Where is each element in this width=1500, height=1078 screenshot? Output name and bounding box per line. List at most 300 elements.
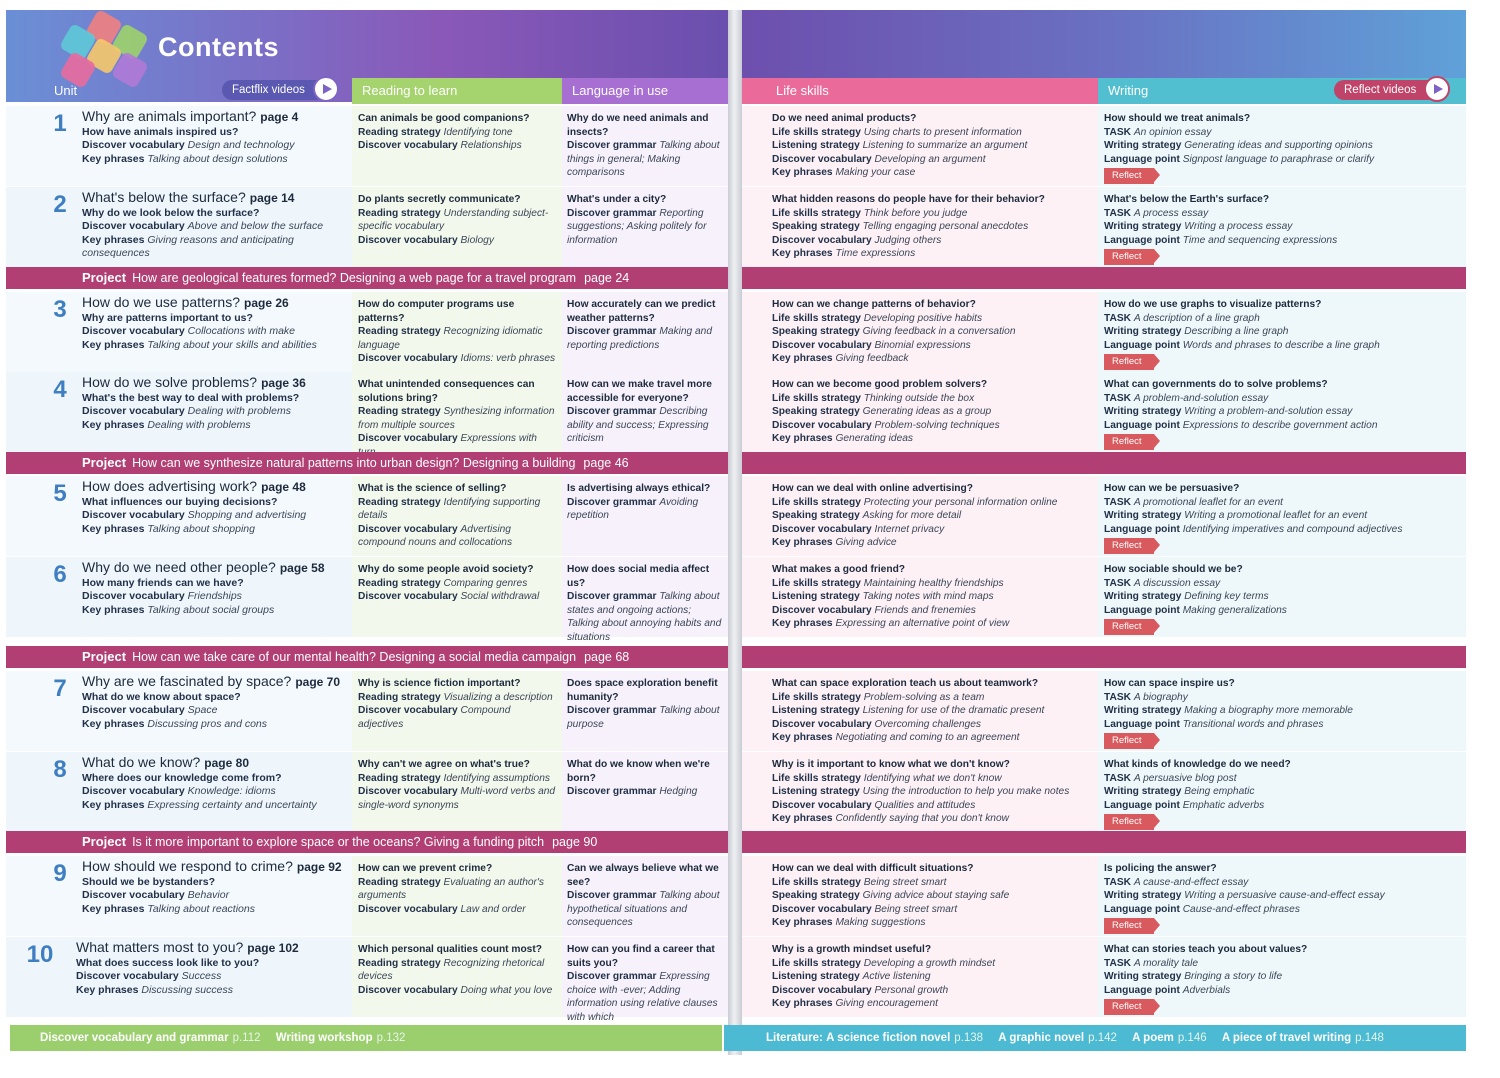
phrases-value: Dealing with problems: [147, 418, 251, 431]
life-value: Being street smart: [863, 876, 947, 888]
footer-item[interactable]: Discover vocabulary and grammar: [40, 1032, 229, 1044]
writing-strategy-value: Writing a problem-and-solution essay: [1184, 406, 1353, 418]
life-question: Why is it important to know what we don't know?: [772, 759, 1010, 770]
field-label: Discover grammar: [567, 591, 657, 603]
reading-vocab-value: Relationships: [460, 140, 522, 152]
reading-vocab-value: Idioms: verb phrases: [460, 353, 556, 365]
reading-question: Why is science fiction important?: [358, 678, 521, 689]
unit-title[interactable]: [82, 860, 348, 875]
project-band-continued: [742, 452, 1466, 474]
reading-cell: [358, 193, 556, 247]
footer-literature-label: Literature:: [766, 1032, 823, 1044]
field-label: Life skills strategy: [772, 691, 861, 703]
field-label: Language point: [1104, 153, 1180, 165]
field-label: Reading strategy: [358, 691, 441, 703]
reflect-badge[interactable]: Reflect: [1104, 999, 1154, 1015]
field-label: Discover vocabulary: [358, 786, 458, 798]
unit-subquestion: How many friends can we have?: [82, 576, 244, 589]
phrases-value: Giving reasons and anticipating consequences: [82, 233, 294, 260]
reflect-badge[interactable]: Reflect: [1104, 814, 1154, 830]
field-label: Discover vocabulary: [82, 889, 185, 902]
field-label: Key phrases: [772, 537, 833, 549]
unit-subquestion: What's the best way to deal with problems?: [82, 391, 300, 404]
reading-cell: [358, 482, 556, 550]
life-question: How can we deal with difficult situations?: [772, 863, 974, 874]
field-label: Key phrases: [772, 917, 833, 929]
unit-page: page 36: [261, 376, 306, 390]
field-label: Discover vocabulary: [772, 718, 872, 730]
field-label: Life skills strategy: [772, 957, 861, 969]
writing-strategy-value: Writing a process essay: [1184, 221, 1293, 233]
unit-number: 1: [53, 110, 67, 137]
reflect-badge[interactable]: Reflect: [1104, 538, 1154, 554]
unit-block: [82, 675, 348, 731]
field-label: Discover vocabulary: [358, 591, 458, 603]
writing-question: What can stories teach you about values?: [1104, 944, 1308, 955]
unit-block: [82, 561, 348, 617]
field-label: Writing strategy: [1104, 510, 1182, 522]
reflect-badge[interactable]: Reflect: [1104, 168, 1154, 184]
factflix-videos-button[interactable]: [222, 80, 335, 100]
language-question: What's under a city?: [567, 194, 667, 205]
reading-strategy-value: Comparing genres: [443, 577, 528, 589]
field-label: Discover vocabulary: [772, 903, 872, 915]
language-cell: [567, 112, 723, 180]
vocab-value: Behavior: [187, 889, 230, 902]
field-label: Key phrases: [772, 248, 833, 260]
reading-question: Which personal qualities count most?: [358, 944, 542, 955]
field-label: Key phrases: [772, 353, 833, 365]
vocab-value: Friendships: [187, 590, 242, 603]
field-label: Discover vocabulary: [772, 234, 872, 246]
life-question: How can we change patterns of behavior?: [772, 299, 976, 310]
life-value: Making suggestions: [835, 917, 926, 929]
reading-vocab-value: Expressions with: [460, 433, 537, 445]
unit-title[interactable]: [82, 376, 348, 391]
unit-page: page 92: [296, 860, 342, 874]
life-value: Think before you judge: [863, 207, 968, 219]
unit-title[interactable]: [82, 296, 348, 311]
life-value: Developing a growth mindset: [863, 957, 996, 969]
field-label: Discover grammar: [567, 971, 657, 983]
project-band[interactable]: [6, 831, 728, 853]
field-label: Life skills strategy: [772, 207, 861, 219]
language-cell: [567, 298, 723, 352]
life-value: Taking notes with mind maps: [862, 591, 994, 603]
field-label: Reading strategy: [358, 326, 441, 338]
vocab-value: Above and below the surface: [187, 220, 324, 233]
field-label: Language point: [1104, 718, 1180, 730]
writing-strategy-value: Defining key terms: [1184, 591, 1269, 603]
field-label: TASK: [1104, 577, 1131, 589]
life-skills-cell: [772, 193, 1094, 261]
field-label: TASK: [1104, 876, 1131, 888]
reading-question: How can we prevent crime?: [358, 863, 493, 874]
unit-block: [82, 756, 348, 812]
phrases-value: Expressing certainty and uncertainty: [147, 798, 317, 811]
unit-block: [82, 860, 348, 916]
reading-cell: [358, 943, 556, 997]
reflect-badge[interactable]: Reflect: [1104, 434, 1154, 450]
phrases-value: Talking about design solutions: [147, 152, 288, 165]
footer-item[interactable]: Writing workshop: [275, 1032, 373, 1044]
writing-strategy-value: Making a biography more memorable: [1184, 705, 1353, 717]
writing-cell: [1104, 862, 1462, 934]
grammar-value: Avoiding repetition: [567, 496, 699, 522]
life-value: Using charts to present information: [863, 126, 1022, 138]
writing-cell: [1104, 677, 1462, 749]
reading-vocab-value: Compound adjectives: [358, 705, 511, 730]
life-value: Negotiating and coming to an agreement: [835, 732, 1020, 744]
reading-cell: [358, 378, 556, 460]
field-label: Writing strategy: [1104, 221, 1182, 233]
vocab-value: Space: [187, 704, 218, 717]
field-label: Discover vocabulary: [82, 509, 185, 522]
unit-question: How should we respond to crime?: [82, 858, 293, 874]
project-label: Project: [82, 649, 127, 664]
unit-title[interactable]: [82, 756, 348, 771]
life-value: Developing an argument: [874, 153, 986, 165]
unit-row: [0, 292, 1500, 372]
reflect-badge[interactable]: Reflect: [1104, 918, 1154, 934]
language-question: How can we make travel more accessible for everyone?: [567, 379, 712, 404]
writing-strategy-value: Describing a line graph: [1184, 326, 1289, 338]
grammar-value: Expressing choice with -ever; Adding information using relative clauses with which: [567, 971, 718, 1023]
language-cell: [567, 862, 723, 930]
writing-question: What can governments do to solve problems?: [1104, 379, 1328, 390]
reading-question: How do computer programs use patterns?: [358, 299, 515, 324]
reflect-badge[interactable]: Reflect: [1104, 354, 1154, 370]
unit-number: 8: [53, 756, 67, 783]
writing-question: How sociable should we be?: [1104, 564, 1243, 575]
reading-cell: [358, 563, 556, 604]
reading-question: Can animals be good companions?: [358, 113, 530, 124]
unit-title[interactable]: [82, 480, 348, 495]
unit-block: [82, 376, 348, 432]
reflect-badge[interactable]: Reflect: [1104, 619, 1154, 635]
footer-page: p.112: [232, 1032, 261, 1044]
grammar-value: Reporting suggestions; Asking politely for information: [567, 207, 707, 246]
task-value: A cause-and-effect essay: [1133, 876, 1249, 888]
language-cell: [567, 378, 723, 446]
field-label: Discover grammar: [567, 786, 657, 798]
field-label: Discover vocabulary: [76, 970, 179, 983]
reading-cell: [358, 112, 556, 153]
unit-block: [82, 191, 348, 261]
life-value: Being street smart: [874, 903, 958, 915]
reading-question: What unintended consequences can solutions bring?: [358, 379, 535, 404]
writing-cell: [1104, 298, 1462, 370]
writing-column-header: Writing: [1098, 78, 1466, 104]
field-label: Reading strategy: [358, 406, 441, 418]
reading-cell: [358, 862, 556, 916]
phrases-value: Discussing success: [141, 983, 233, 996]
field-label: Discover vocabulary: [772, 799, 872, 811]
life-value: Asking for more detail: [862, 510, 962, 522]
life-skills-cell: [772, 482, 1094, 550]
field-label: Reading strategy: [358, 577, 441, 589]
field-label: Writing strategy: [1104, 890, 1182, 902]
writing-question: How should we treat animals?: [1104, 113, 1251, 124]
field-label: Listening strategy: [772, 971, 860, 983]
field-label: Reading strategy: [358, 772, 441, 784]
writing-cell: [1104, 378, 1462, 450]
life-skills-cell: [772, 112, 1094, 180]
life-skills-cell: [772, 563, 1094, 631]
field-label: Speaking strategy: [772, 510, 860, 522]
reading-vocab-value: Biology: [460, 234, 494, 246]
unit-title[interactable]: [82, 561, 348, 576]
unit-title[interactable]: [82, 675, 348, 690]
footer-page: p.146: [1177, 1032, 1207, 1044]
field-label: Discover vocabulary: [772, 523, 872, 535]
task-value: A morality tale: [1133, 957, 1198, 969]
writing-question: What kinds of knowledge do we need?: [1104, 759, 1291, 770]
writing-cell: [1104, 943, 1462, 1015]
life-value: Friends and frenemies: [874, 604, 976, 616]
unit-subquestion: What does success look like to you?: [76, 956, 260, 969]
project-band-continued: [742, 646, 1466, 668]
project-page: page 68: [584, 650, 630, 664]
language-question: Can we always believe what we see?: [567, 863, 719, 888]
task-value: A discussion essay: [1133, 577, 1221, 589]
life-value: Giving advice: [835, 537, 897, 549]
reading-vocab-value: Doing what you love: [460, 984, 553, 996]
field-label: Life skills strategy: [772, 392, 861, 404]
language-point-value: Transitional words and phrases: [1182, 718, 1324, 730]
language-point-value: Signpost language to paraphrase or clarify: [1182, 153, 1375, 165]
field-label: Key phrases: [82, 522, 145, 535]
field-label: TASK: [1104, 772, 1131, 784]
language-cell: [567, 677, 723, 731]
field-label: Discover vocabulary: [82, 704, 185, 717]
project-band-continued: [742, 267, 1466, 289]
page-title: Contents: [158, 32, 279, 62]
unit-row: [0, 372, 1500, 452]
unit-subquestion: Where does our knowledge come from?: [82, 771, 282, 784]
project-page: page 90: [552, 835, 598, 849]
unit-page: page 48: [261, 480, 306, 494]
field-label: Life skills strategy: [772, 496, 861, 508]
task-value: A description of a line graph: [1133, 312, 1260, 324]
field-label: Discover vocabulary: [82, 785, 185, 798]
footer-item[interactable]: A science fiction novel: [826, 1032, 951, 1044]
reading-strategy-value: Evaluating an author's arguments: [358, 876, 544, 902]
field-label: Discover grammar: [567, 496, 657, 508]
field-label: Key phrases: [772, 998, 833, 1010]
task-value: A persuasive blog post: [1133, 772, 1237, 784]
unit-question: Why do we need other people?: [82, 559, 276, 575]
grammar-value: Talking about purpose: [567, 705, 720, 730]
field-label: Key phrases: [82, 798, 145, 811]
life-value: Internet privacy: [874, 523, 945, 535]
unit-page: page 58: [279, 561, 325, 575]
writing-cell: [1104, 193, 1462, 265]
language-question: Why do we need animals and insects?: [567, 113, 709, 138]
life-skills-cell: [772, 758, 1094, 826]
unit-subquestion: Should we be bystanders?: [82, 875, 216, 888]
project-band-continued: [742, 831, 1466, 853]
project-band[interactable]: [6, 267, 728, 289]
life-value: Personal growth: [874, 984, 949, 996]
life-value: Expressing an alternative point of view: [835, 618, 1010, 630]
unit-row: [0, 557, 1500, 643]
life-question: What hidden reasons do people have for their behavior?: [772, 194, 1045, 205]
life-question: What makes a good friend?: [772, 564, 906, 575]
field-label: Listening strategy: [772, 140, 860, 152]
field-label: Discover vocabulary: [772, 339, 872, 351]
life-value: Listening to summarize an argument: [862, 140, 1028, 152]
life-value: Using the introduction to help you make notes: [862, 786, 1070, 798]
project-label: Project: [82, 455, 127, 470]
field-label: Reading strategy: [358, 876, 441, 888]
field-label: Key phrases: [76, 983, 139, 996]
life-value: Protecting your personal information online: [863, 496, 1058, 508]
vocab-value: Design and technology: [187, 139, 295, 152]
field-label: Key phrases: [772, 813, 833, 825]
field-label: Language point: [1104, 339, 1180, 351]
unit-question: How does advertising work?: [82, 478, 258, 494]
task-value: A process essay: [1133, 207, 1209, 219]
unit-subquestion: What do we know about space?: [82, 690, 241, 703]
language-point-value: Emphatic adverbs: [1182, 799, 1265, 811]
field-label: Language point: [1104, 604, 1180, 616]
field-label: TASK: [1104, 312, 1131, 324]
writing-strategy-value: Being emphatic: [1184, 786, 1255, 798]
project-band[interactable]: [6, 452, 728, 474]
field-label: Speaking strategy: [772, 326, 860, 338]
writing-question: Is policing the answer?: [1104, 863, 1217, 874]
project-band[interactable]: [6, 646, 728, 668]
unit-question: How do we solve problems?: [82, 374, 258, 390]
grammar-value: Talking about things in general; Making comparisons: [567, 140, 720, 179]
field-label: Reading strategy: [358, 496, 441, 508]
reading-strategy-value: Synthesizing information from multiple sources: [358, 406, 555, 431]
field-label: Writing strategy: [1104, 591, 1182, 603]
unit-question: What's below the surface?: [82, 189, 246, 205]
unit-subquestion: Why do we look below the surface?: [82, 206, 260, 219]
unit-page: page 80: [204, 756, 249, 770]
field-label: Writing strategy: [1104, 786, 1182, 798]
field-label: Discover vocabulary: [772, 153, 872, 165]
field-label: TASK: [1104, 207, 1131, 219]
field-label: Discover vocabulary: [358, 903, 458, 915]
reading-strategy-value: Understanding subject-specific vocabulary: [358, 207, 549, 233]
field-label: Language point: [1104, 419, 1180, 431]
field-label: Speaking strategy: [772, 221, 860, 233]
life-value: Telling engaging personal anecdotes: [862, 221, 1029, 233]
field-label: TASK: [1104, 957, 1131, 969]
unit-number: 10: [26, 941, 54, 968]
unit-title[interactable]: [82, 191, 348, 206]
project-text: How can we take care of our mental health? Designing a social media campaign: [132, 650, 577, 664]
writing-strategy-value: Writing a persuasive cause-and-effect essay: [1184, 890, 1385, 902]
field-label: Discover vocabulary: [358, 433, 458, 445]
unit-block: [76, 941, 342, 997]
unit-page: page 26: [243, 296, 289, 310]
field-label: Discover vocabulary: [772, 604, 872, 616]
unit-block: [82, 480, 348, 536]
field-label: Language point: [1104, 523, 1180, 535]
life-value: Binomial expressions: [874, 339, 971, 351]
field-label: Key phrases: [82, 418, 145, 431]
field-label: Life skills strategy: [772, 876, 861, 888]
language-question: Does space exploration benefit humanity?: [567, 678, 718, 703]
language-cell: [567, 193, 723, 247]
field-label: Discover vocabulary: [358, 705, 458, 717]
unit-label: Unit: [54, 83, 78, 98]
reading-strategy-value: Visualizing a description: [443, 691, 553, 703]
field-label: Discover grammar: [567, 890, 657, 902]
life-skills-cell: [772, 378, 1094, 446]
unit-row: [0, 752, 1500, 832]
field-label: Discover vocabulary: [772, 984, 872, 996]
reading-vocab-value: Law and order: [460, 903, 526, 915]
field-label: Discover grammar: [567, 705, 657, 717]
reflect-badge[interactable]: Reflect: [1104, 249, 1154, 265]
life-value: Confidently saying that you don't know: [835, 813, 1009, 825]
grammar-value: Talking about hypothetical situations and consequences: [567, 890, 720, 929]
reading-strategy-value: Recognizing rhetorical devices: [358, 957, 545, 983]
field-label: Discover vocabulary: [358, 234, 458, 246]
language-point-value: Time and sequencing expressions: [1182, 234, 1338, 246]
footer-item[interactable]: A piece of travel writing: [1221, 1032, 1352, 1044]
unit-number: 6: [53, 561, 67, 588]
vocab-value: Success: [181, 970, 222, 983]
life-value: Generating ideas as a group: [862, 406, 992, 418]
reflect-videos-button[interactable]: [1334, 80, 1446, 100]
life-value: Qualities and attitudes: [874, 799, 976, 811]
project-text: How can we synthesize natural patterns into urban design? Designing a building: [132, 456, 576, 470]
writing-strategy-value: Bringing a story to life: [1184, 971, 1283, 983]
language-question: How does social media affect us?: [567, 564, 710, 589]
life-value: Listening for use of the dramatic present: [862, 705, 1045, 717]
grammar-value: Talking about states and ongoing actions; Talking about annoying habits and situations: [567, 591, 722, 643]
field-label: Discover vocabulary: [82, 405, 185, 418]
field-label: Key phrases: [772, 433, 833, 445]
field-label: Language point: [1104, 903, 1180, 915]
life-value: Time expressions: [835, 248, 916, 260]
project-label: Project: [82, 834, 127, 849]
unit-page: page 4: [260, 110, 299, 124]
grammar-value: Making and reporting predictions: [567, 326, 712, 351]
writing-question: What's below the Earth's surface?: [1104, 194, 1270, 205]
unit-subquestion: Why are patterns important to us?: [82, 311, 253, 324]
field-label: Reading strategy: [358, 957, 441, 969]
reading-question: What is the science of selling?: [358, 483, 507, 494]
footer-item[interactable]: A poem: [1132, 1032, 1174, 1044]
unit-title[interactable]: [82, 110, 348, 125]
language-cell: [567, 482, 723, 523]
unit-row: [0, 856, 1500, 936]
language-point-value: Making generalizations: [1182, 604, 1287, 616]
field-label: Writing strategy: [1104, 971, 1182, 983]
footer-item[interactable]: A graphic novel: [998, 1032, 1085, 1044]
language-point-value: Adverbials: [1182, 984, 1231, 996]
field-label: Listening strategy: [772, 591, 860, 603]
field-label: Life skills strategy: [772, 577, 861, 589]
reflect-badge[interactable]: Reflect: [1104, 733, 1154, 749]
life-skills-cell: [772, 677, 1094, 745]
language-cell: [567, 563, 723, 645]
project-label: Project: [82, 270, 127, 285]
unit-block: [82, 296, 348, 352]
field-label: TASK: [1104, 392, 1131, 404]
unit-title[interactable]: [76, 941, 342, 956]
phrases-value: Talking about your skills and abilities: [147, 338, 317, 351]
reading-vocab-value: Multi-word verbs and single-word synonyms: [358, 786, 556, 811]
language-question: How accurately can we predict weather patterns?: [567, 299, 716, 324]
